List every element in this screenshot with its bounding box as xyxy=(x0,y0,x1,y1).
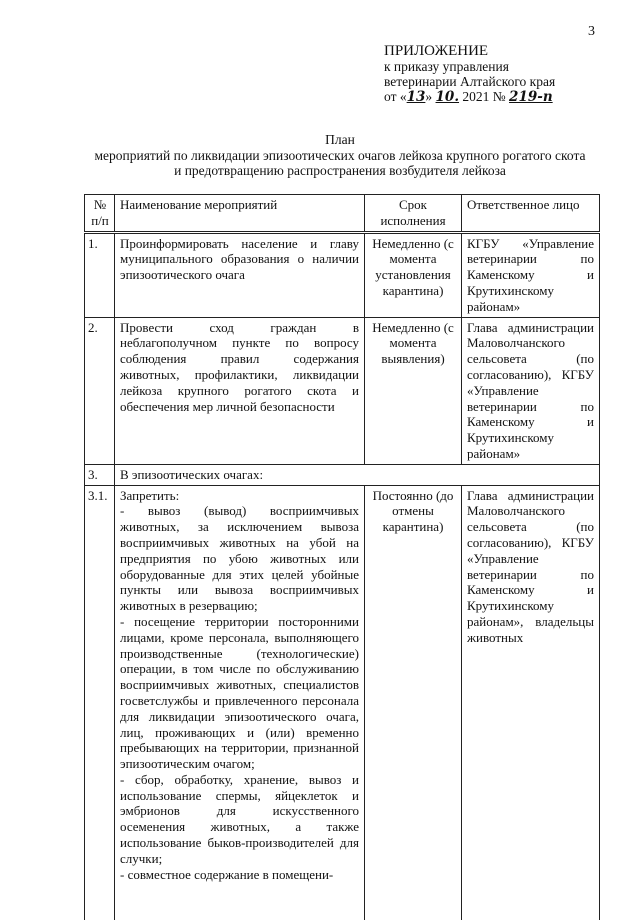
appendix-block xyxy=(384,44,555,105)
row-num: 1. xyxy=(85,232,115,317)
row-resp: Глава администрации Маловолчанского сельсовета (по согласованию), КГБУ «Управление ветеринарии по Каменскому и Крутихинскому районам», владельцы животных xyxy=(462,485,600,920)
header-term: Срок исполнения xyxy=(365,195,462,233)
row-name-line: - сбор, обработку, хранение, вывоз и использование спермы, яйцеклеток и эмбрионов для искусственного осеменения животных, а также использование быков-производителей для случки; xyxy=(120,771,359,866)
row-name xyxy=(115,485,365,920)
row-num: 3.1. xyxy=(85,485,115,920)
row-num: 3. xyxy=(85,464,115,485)
date-year: 2021 № xyxy=(459,89,510,104)
row-num: 2. xyxy=(85,317,115,464)
table-row xyxy=(85,485,600,920)
section-title: В эпизоотических очагах: xyxy=(115,464,600,485)
appendix-date-line xyxy=(384,89,555,105)
heading-line-2: мероприятий по ликвидации эпизоотических очагов лейкоза крупного рогатого скота xyxy=(94,147,586,163)
row-resp: КГБУ «Управление ветеринарии по Каменскому и Крутихинскому районам» xyxy=(462,232,600,317)
header-num: № п/п xyxy=(85,195,115,233)
row-name-line: - совместное содержание в помещени- xyxy=(120,866,334,882)
date-month-handwritten: 10. xyxy=(435,89,460,105)
row-term: Постоянно (до отмены карантина) xyxy=(365,485,462,920)
row-name-line: Запретить: xyxy=(120,487,180,503)
table-row xyxy=(85,232,600,317)
appendix-line-1: к приказу управления xyxy=(384,59,509,74)
header-name: Наименование мероприятий xyxy=(115,195,365,233)
table-row-section xyxy=(85,464,600,485)
header-resp: Ответственное лицо xyxy=(462,195,600,233)
row-name: Проинформировать население и главу муниципального образования о наличии эпизоотического очага xyxy=(115,232,365,317)
row-name-line: - вывоз (вывод) восприимчивых животных, за исключением вывоза восприимчивых животных на убой на предприятия по убою животных или оборудованные для этих целей убойные пункты или вывоза восприимчивых животных в резервацию; xyxy=(120,503,359,614)
table-header-row xyxy=(85,195,600,233)
heading-line-1: План xyxy=(325,132,355,147)
row-term: Немедленно (с момента установления карантина) xyxy=(365,232,462,317)
document-heading xyxy=(60,132,620,179)
page-number: 3 xyxy=(588,24,595,39)
row-name: Провести сход граждан в неблагополучном пункте по вопросу соблюдения правил содержания животных, профилактики, ликвидации лейкоза крупного рогатого скота и обеспечения мер личной безопасности xyxy=(115,317,365,464)
row-resp: Глава администрации Маловолчанского сельсовета (по согласованию), КГБУ «Управление ветеринарии по Каменскому и Крутихинскому районам» xyxy=(462,317,600,464)
plan-table xyxy=(84,194,600,920)
date-prefix: от « xyxy=(384,89,407,104)
date-day-handwritten: 13 xyxy=(406,89,426,105)
order-number-handwritten: 219-п xyxy=(509,89,553,105)
date-mid: » xyxy=(425,89,436,104)
appendix-line-2: ветеринарии Алтайского края xyxy=(384,74,556,89)
heading-line-3: и предотвращению распространения возбудителя лейкоза xyxy=(174,163,506,178)
appendix-title: ПРИЛОЖЕНИЕ xyxy=(384,43,489,59)
table-row xyxy=(85,317,600,464)
row-name-line: - посещение территории посторонними лицами, кроме персонала, выполняющего производственные (технологические) операции, в том числе по обслуживанию восприимчивых животных, специалистов госветслужбы и привлеченного персонала для ликвидации эпизоотического очага, лиц, проживающих и (или) временно пребывающих на территории, признанной эпизоотическим очагом; xyxy=(120,613,359,772)
row-term: Немедленно (с момента выявления) xyxy=(365,317,462,464)
